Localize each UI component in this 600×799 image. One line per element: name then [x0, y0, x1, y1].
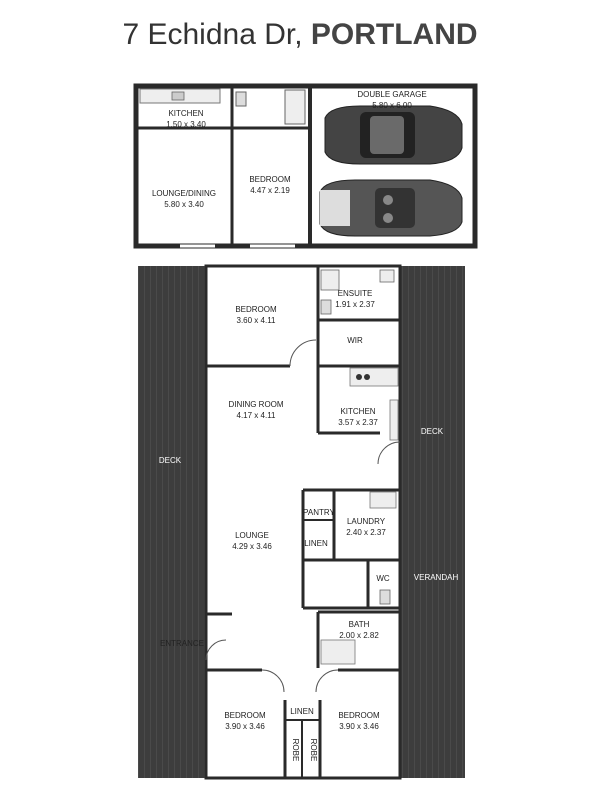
room-name: BEDROOM	[224, 711, 266, 720]
room-name: ENTRANCE	[159, 639, 205, 648]
room-name: DINING ROOM	[228, 400, 284, 409]
plan-title-suburb: PORTLAND	[310, 18, 478, 51]
cooktop-icon	[364, 374, 370, 380]
room-name: KITCHEN	[168, 109, 204, 118]
room-size: 3.57 x 2.37	[338, 418, 378, 427]
toilet-icon	[321, 300, 331, 314]
room-name: BATH	[348, 620, 370, 629]
plan-title-street: 7 Echidna Dr,	[122, 18, 311, 51]
deck-right-label: DECK	[420, 427, 444, 436]
room-name: PANTRY	[303, 508, 335, 517]
laundry-tub-icon	[370, 492, 396, 508]
room-name: LOUNGE/DINING	[151, 189, 217, 198]
room-name: ENSUITE	[337, 289, 373, 298]
room-name: KITCHEN	[340, 407, 376, 416]
room-size: 1.91 x 2.37	[335, 300, 375, 309]
deck-left	[138, 266, 206, 778]
bathtub-icon	[321, 640, 355, 664]
room-size: 1.50 x 3.40	[166, 120, 206, 129]
upper-building	[136, 86, 475, 246]
room-size: 5.80 x 6.00	[372, 101, 412, 110]
room-name: BEDROOM	[338, 711, 380, 720]
deck-left-label: DECK	[158, 456, 182, 465]
basin-icon	[380, 270, 394, 282]
kitchen-bench	[390, 400, 398, 440]
verandah-label: VERANDAH	[413, 573, 459, 582]
toilet-icon	[380, 590, 390, 604]
room-size: 4.47 x 2.19	[250, 186, 290, 195]
room-name: ROBE	[291, 738, 300, 762]
room-name: WC	[376, 574, 390, 583]
room-size: 4.29 x 3.46	[232, 542, 272, 551]
room-name: LOUNGE	[235, 531, 269, 540]
room-name: LINEN	[290, 707, 314, 716]
room-name: LINEN	[304, 539, 328, 548]
room-name: LAUNDRY	[346, 517, 386, 526]
room-size: 3.90 x 3.46	[339, 722, 379, 731]
room-name: ROBE	[309, 738, 318, 762]
sedan-car-icon	[325, 106, 462, 164]
toilet-icon	[236, 92, 246, 106]
room-name: BEDROOM	[249, 175, 291, 184]
room-name: WIR	[347, 336, 363, 345]
room-size: 3.90 x 3.46	[225, 722, 265, 731]
room-size: 3.60 x 4.11	[236, 316, 276, 325]
convertible-car-icon	[320, 180, 462, 236]
shower-icon	[321, 270, 339, 290]
deck-right	[400, 266, 465, 778]
sink-icon	[172, 92, 184, 100]
cooktop-icon	[356, 374, 362, 380]
shower-icon	[285, 90, 305, 124]
room-name: BEDROOM	[235, 305, 277, 314]
room-size: 4.17 x 4.11	[236, 411, 276, 420]
room-size: 2.40 x 2.37	[346, 528, 386, 537]
room-size: 5.80 x 3.40	[164, 200, 204, 209]
main-house	[138, 266, 465, 778]
room-size: 2.00 x 2.82	[339, 631, 379, 640]
room-name: DOUBLE GARAGE	[357, 90, 427, 99]
